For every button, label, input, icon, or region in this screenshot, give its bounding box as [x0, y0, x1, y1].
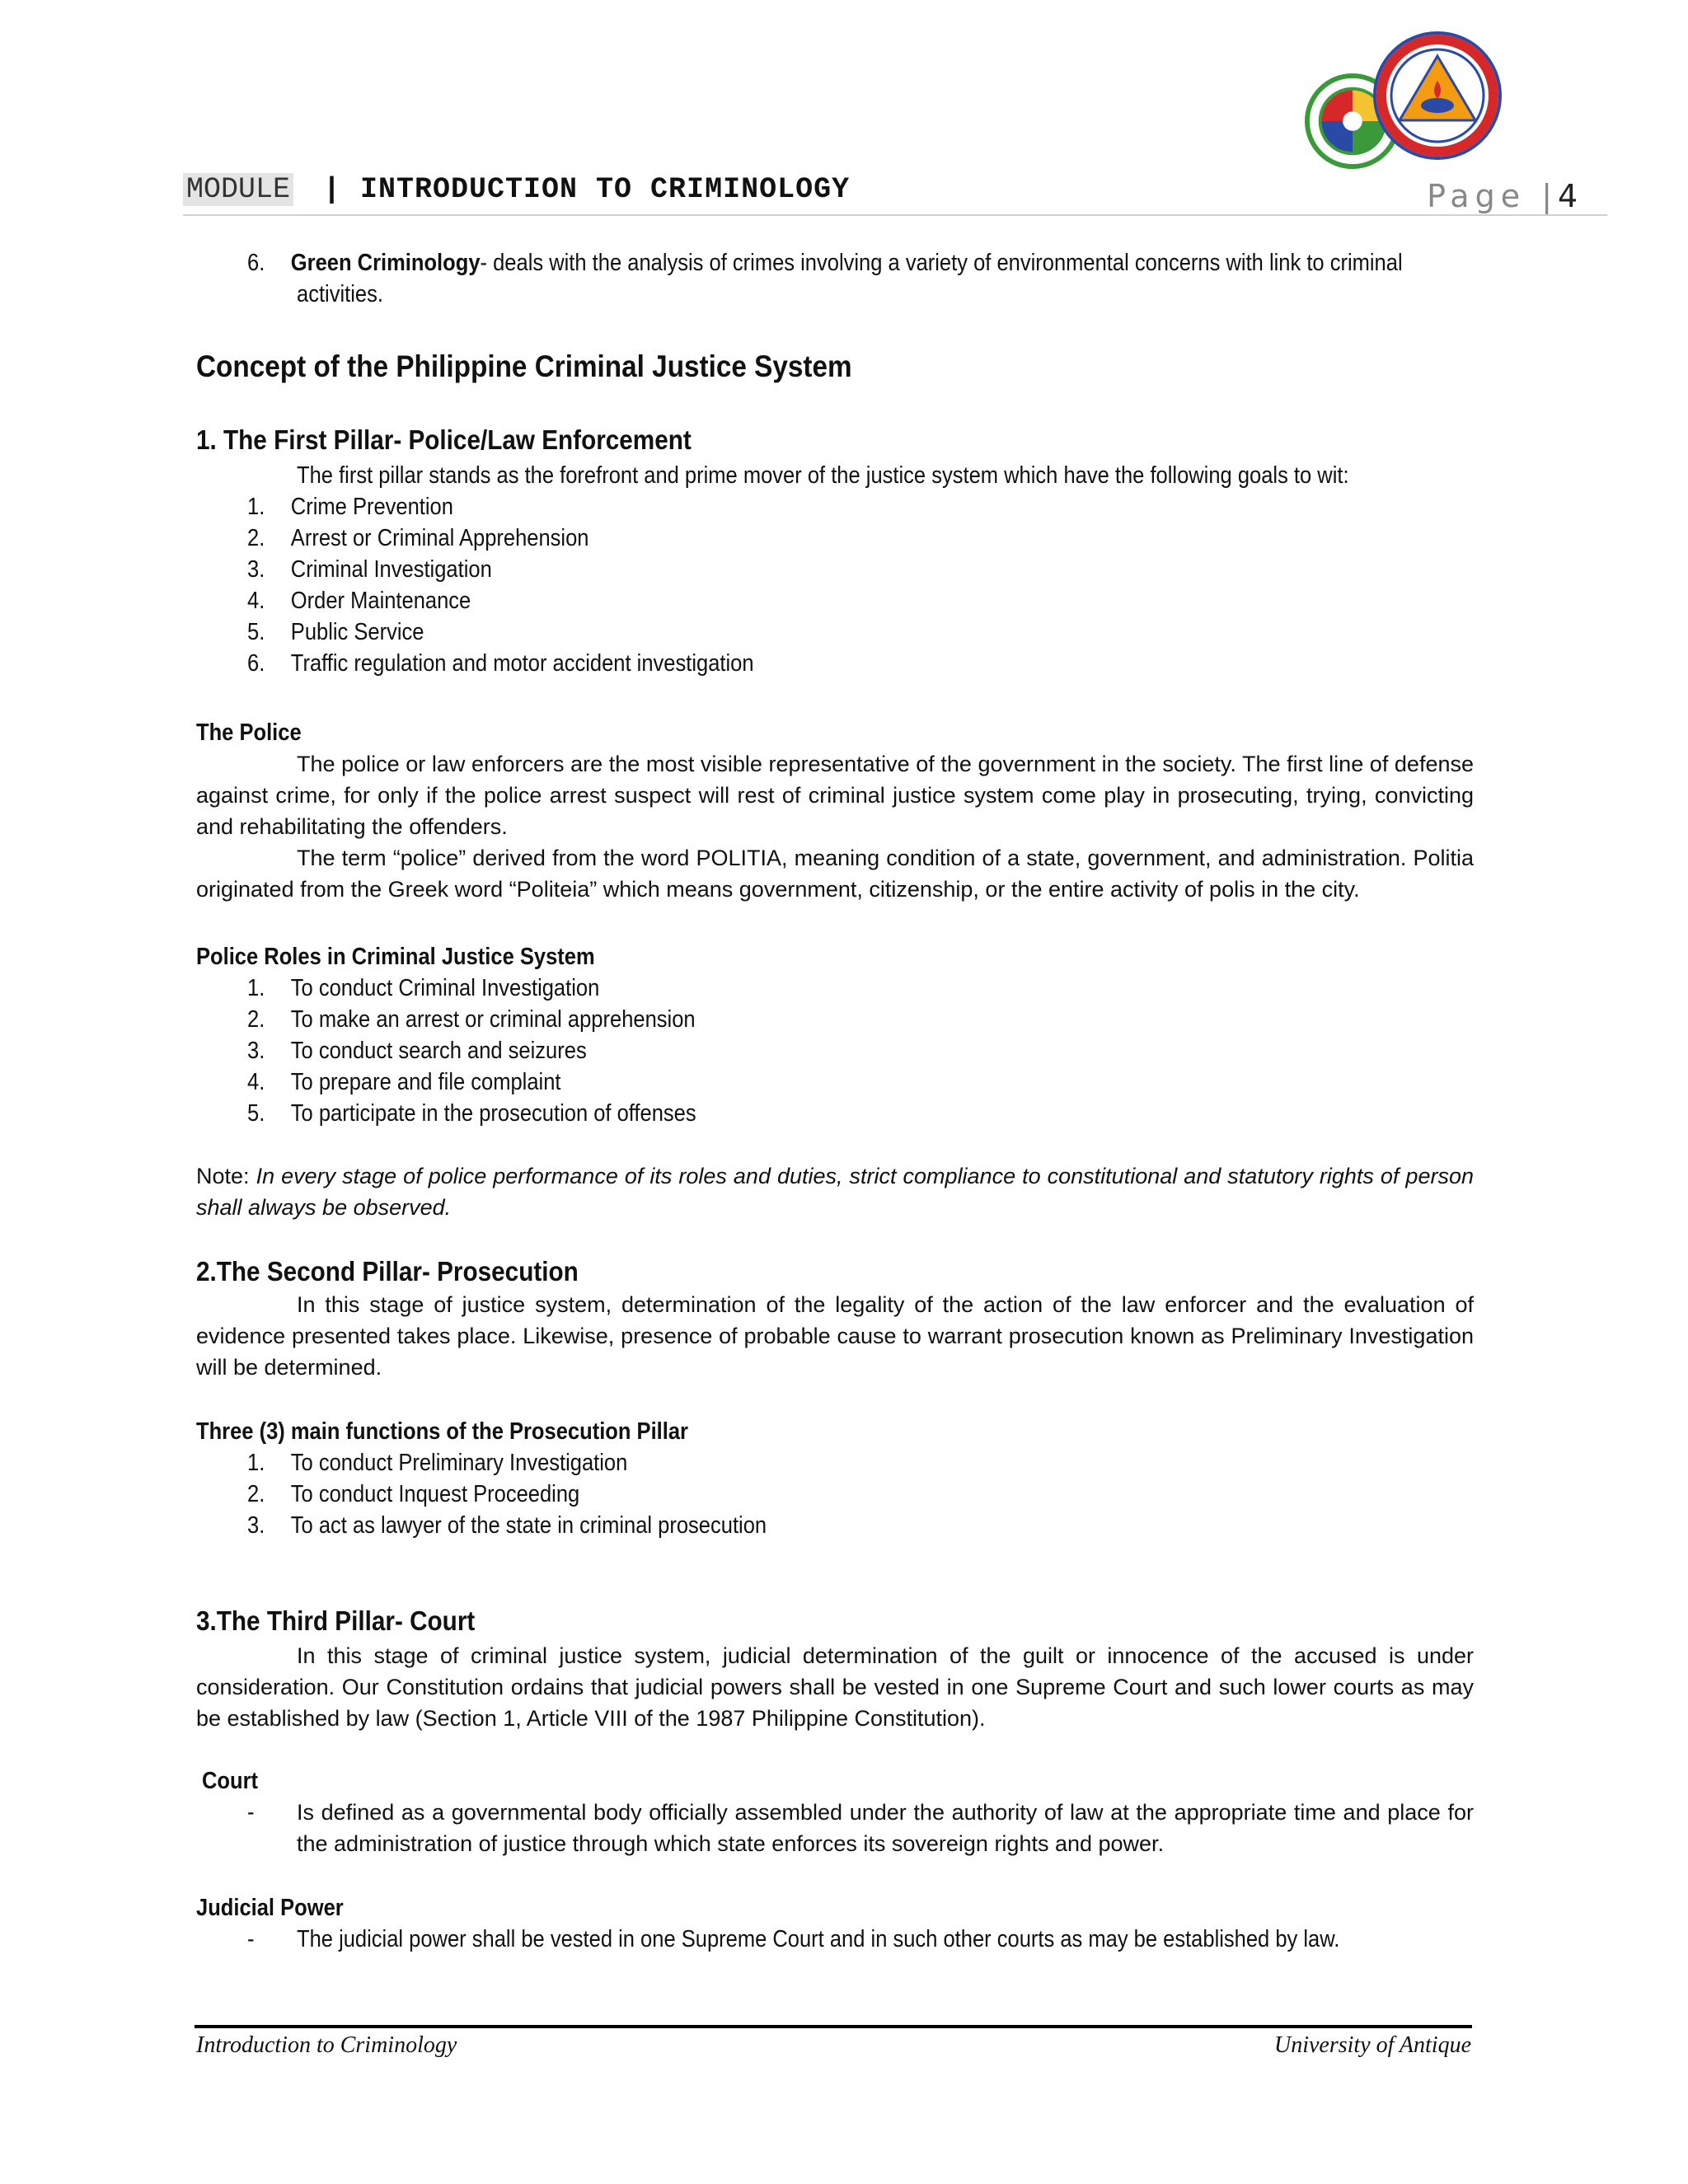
page-label: Page — [1427, 178, 1526, 214]
list-item: 4. Order Maintenance — [247, 588, 471, 614]
list-item: 1. To conduct Criminal Investigation — [247, 975, 600, 1001]
footer-university: University of Antique — [1274, 2032, 1471, 2058]
list-item: 2. Arrest or Criminal Apprehension — [247, 525, 589, 551]
list-item: 3. To conduct search and seizures — [247, 1038, 587, 1064]
list-item: 2. To conduct Inquest Proceeding — [247, 1481, 580, 1507]
module-label: MODULE — [183, 173, 293, 206]
section-title: Concept of the Philippine Criminal Justice System — [196, 349, 852, 383]
judicial-power-definition: The judicial power shall be vested in one Supreme Court and in such other courts as may be established by law. — [297, 1926, 1340, 1952]
page-indicator — [1427, 178, 1607, 214]
header-rule — [183, 214, 1607, 216]
list-item: 2. To make an arrest or criminal apprehension — [247, 1006, 696, 1033]
pillar1-intro: The first pillar stands as the forefront and prime mover of the justice system which have the following goals to wit: — [297, 462, 1349, 489]
police-paragraph-2: The term “police” derived from the word POLITIA, meaning condition of a state, government, and administration. Politia originated from the Greek word “Politeia” which means government, citizenship, or the entire activity of polis in the city. — [196, 846, 1474, 902]
note-label: Note: — [196, 1164, 250, 1188]
page-header — [183, 173, 1607, 214]
judicial-bullet: - — [247, 1926, 255, 1952]
police-heading: The Police — [196, 719, 302, 746]
pillar3-title: 3.The Third Pillar- Court — [196, 1605, 476, 1636]
list-item-continuation: activities. — [297, 281, 383, 307]
judicial-power-heading: Judicial Power — [196, 1895, 344, 1921]
list-item: 5. Public Service — [247, 619, 424, 645]
police-paragraph-1: The police or law enforcers are the most visible representative of the government in the society. The first line of defense against crime, for only if the police arrest suspect will rest of criminal justice system come play in prosecuting, trying, convicting and rehabilitating the offenders. — [196, 752, 1474, 839]
court-bullet: - — [247, 1799, 255, 1825]
footer-course: Introduction to Criminology — [196, 2032, 457, 2058]
police-note — [196, 1160, 1474, 1223]
note-text: In every stage of police performance of its roles and duties, strict compliance to constitutional and statutory rights of person shall always be observed. — [196, 1164, 1474, 1220]
header-separator: | — [323, 173, 341, 206]
prosecution-functions-heading: Three (3) main functions of the Prosecution Pillar — [196, 1418, 688, 1445]
term-green-criminology: Green Criminology — [290, 250, 481, 276]
page-separator: | — [1541, 178, 1558, 214]
pillar1-title: 1. The First Pillar- Police/Law Enforcement — [196, 424, 692, 455]
pillar2-title: 2.The Second Pillar- Prosecution — [196, 1256, 579, 1286]
pillar3-intro: In this stage of criminal justice system, judicial determination of the guilt or innocence of the accused is under consideration. Our Constitution ordains that judicial powers shall be vested in one Supreme Court and such lower courts as may be established by law (Section 1, Article VIII of the 1987 Philippine Constitution). — [196, 1643, 1474, 1731]
module-title: INTRODUCTION TO CRIMINOLOGY — [360, 173, 851, 206]
footer-rule — [195, 2025, 1472, 2028]
court-heading: Court — [202, 1768, 259, 1794]
court-definition: Is defined as a governmental body officially assembled under the authority of law at the appropriate time and place for the administration of justice through which state enforces its sovereign rights and power. — [297, 1800, 1474, 1856]
list-item: 1. Crime Prevention — [247, 494, 453, 520]
university-of-antique-seal — [1372, 30, 1503, 162]
list-item: 4. To prepare and file complaint — [247, 1069, 561, 1095]
police-roles-heading: Police Roles in Criminal Justice System — [196, 944, 595, 970]
list-item: 1. To conduct Preliminary Investigation — [247, 1450, 628, 1476]
pillar2-intro: In this stage of justice system, determination of the legality of the action of the law enforcer and the evaluation of evidence presented takes place. Likewise, presence of probable cause to warrant prosecution known as Preliminary Investigation will be determined. — [196, 1292, 1474, 1380]
list-item: 6. Green Criminology- deals with the analysis of crimes involving a variety of environmental concerns with link to criminal — [247, 250, 1403, 276]
list-item: 3. Criminal Investigation — [247, 556, 492, 583]
list-item: 5. To participate in the prosecution of offenses — [247, 1100, 696, 1127]
page-number: 4 — [1558, 178, 1578, 214]
list-item: 6. Traffic regulation and motor accident investigation — [247, 650, 754, 677]
list-item: 3. To act as lawyer of the state in criminal prosecution — [247, 1512, 767, 1539]
